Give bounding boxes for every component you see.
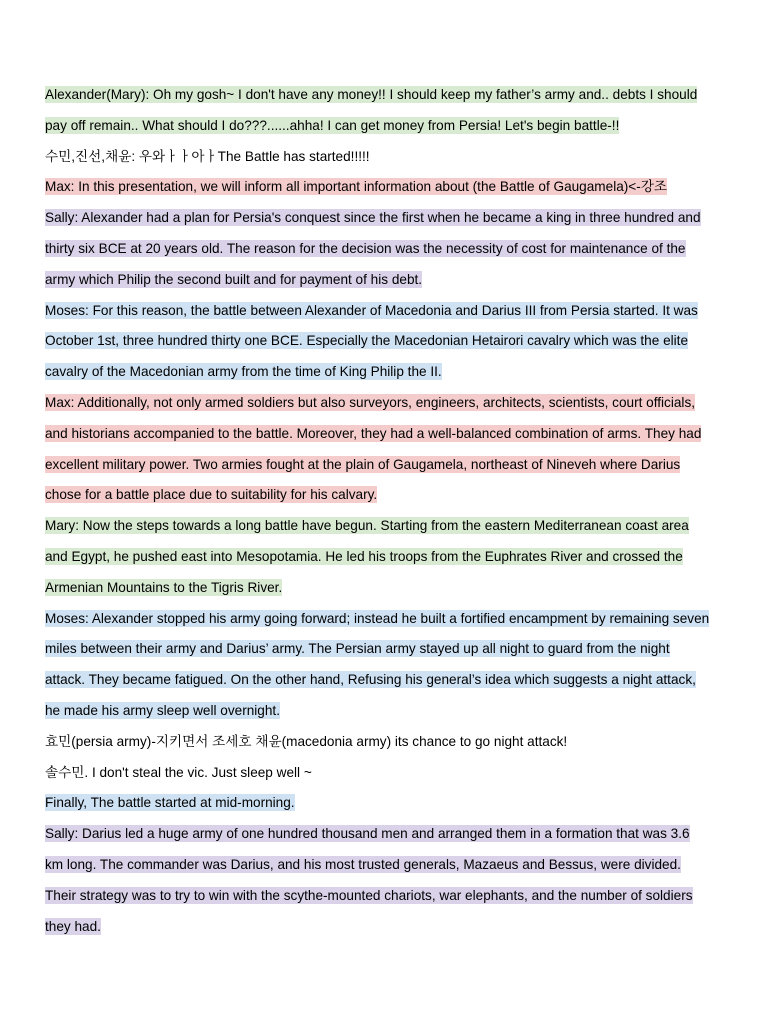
line-text: Alexander(Mary): Oh my gosh~ I don't have any money!! I should keep my father’s army and.. debts I should [45,87,698,102]
script-line [45,326,745,357]
line-text: attack. They became fatigued. On the other hand, Refusing his general’s idea which suggests a night attack, [45,672,696,688]
line-text: Sally: Darius led a huge army of one hundred thousand men and arranged them in a formation that was 3.6 [45,826,690,842]
script-line [45,542,745,573]
script-line [45,881,745,912]
line-text: pay off remain.. What should I do???......ahha! I can get money from Persia! Let's begin battle-!! [45,117,620,133]
script-line [45,265,745,296]
script-line [45,419,745,450]
line-text: Mary: Now the steps towards a long battle have begun. Starting from the eastern Mediterranean coast area [45,518,689,534]
line-text: miles between their army and Darius’ army. The Persian army stayed up all night to guard from the night [45,641,670,657]
line-text: 솔수민. I don't steal the vic. Just sleep well ~ [45,764,312,780]
script-line [45,819,745,850]
line-text: thirty six BCE at 20 years old. The reason for the decision was the necessity of cost for maintenance of the [45,240,686,256]
document-page [45,80,745,942]
script-line [45,850,745,881]
script-line [45,234,745,265]
line-text: km long. The commander was Darius, and his most trusted generals, Mazaeus and Bessus, were divided. [45,856,681,872]
script-line [45,450,745,481]
line-text: and historians accompanied to the battle. Moreover, they had a well-balanced combination of arms. They had [45,425,702,441]
line-text: cavalry of the Macedonian army from the time of King Philip the II. [45,364,442,380]
script-line [45,388,745,419]
script-line [45,296,745,327]
script-line [45,758,745,789]
line-text: October 1st, three hundred thirty one BCE. Especially the Macedonian Hetairori cavalry which was the elite [45,333,689,349]
line-text: 효민(persia army)-지키면서 조세호 채윤(macedonia army) its chance to go night attack! [45,733,568,749]
line-text: army which Philip the second built and for payment of his debt. [45,271,423,287]
line-text: Max: In this presentation, we will inform all important information about (the Battle of Gaugamela)<-강조 [45,179,668,195]
line-text: Sally: Alexander had a plan for Persia's conquest since the first when he became a king in three hundred and [45,210,701,226]
script-line [45,788,745,819]
script-line [45,172,745,203]
line-text: Moses: Alexander stopped his army going forward; instead he built a fortified encampment by remaining seven [45,610,710,626]
script-line [45,665,745,696]
script-line [45,696,745,727]
script-line [45,573,745,604]
script-line [45,912,745,943]
script-line [45,480,745,511]
line-text: excellent military power. Two armies fought at the plain of Gaugamela, northeast of Nineveh where Darius [45,456,681,472]
line-text: and Egypt, he pushed east into Mesopotamia. He led his troops from the Euphrates River and crossed the [45,548,683,564]
line-text: Armenian Mountains to the Tigris River. [45,579,283,595]
line-text: Their strategy was to try to win with the scythe-mounted chariots, war elephants, and the number of soldiers [45,887,693,903]
line-text: he made his army sleep well overnight. [45,702,280,718]
script-line [45,357,745,388]
script-line [45,80,745,111]
line-text: 수민,진선,채윤: 우와ㅏㅏ아ㅏThe Battle has started!!!!! [45,148,370,164]
line-text: Moses: For this reason, the battle between Alexander of Macedonia and Darius III from Persia started. It was [45,302,698,318]
script-line [45,203,745,234]
line-text: chose for a battle place due to suitability for his calvary. [45,487,378,503]
script-line [45,111,745,142]
line-text: Max: Additionally, not only armed soldiers but also surveyors, engineers, architects, scientists, court officials, [45,394,696,410]
script-line [45,604,745,635]
script-line [45,634,745,665]
script-line [45,727,745,758]
script-line [45,142,745,173]
line-text: they had. [45,918,101,934]
line-text: Finally, The battle started at mid-morning. [45,795,295,811]
script-line [45,511,745,542]
